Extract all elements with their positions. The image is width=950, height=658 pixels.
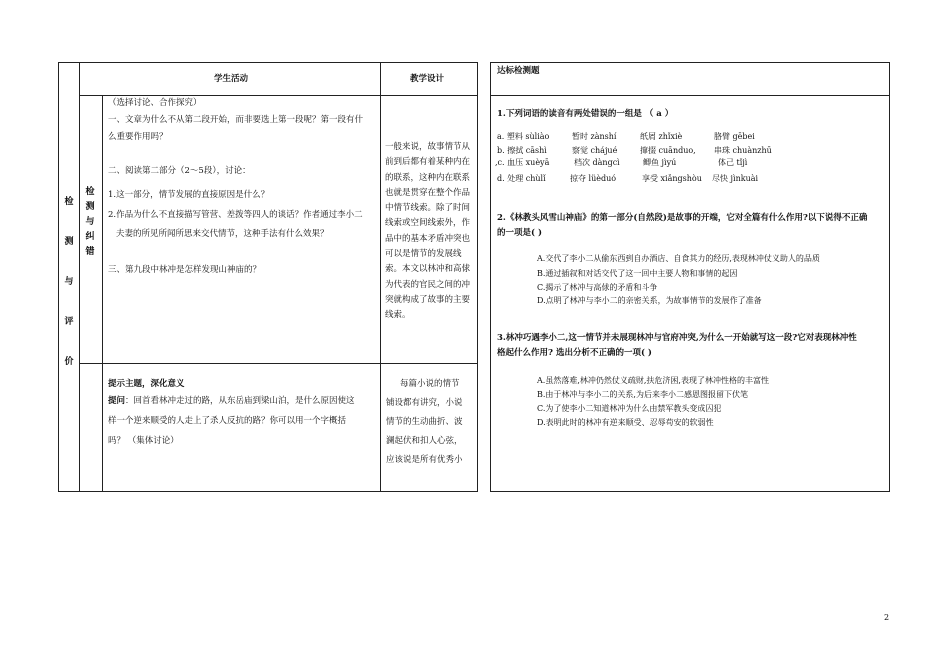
block2-line-1 [108,394,355,408]
question-3-line-2: 格起什么作用? 选出分析不正确的一项( ) [497,348,652,358]
sub-label-char-4: 纠 [85,232,95,242]
header-teaching-design: 教学设计 [410,74,445,84]
q1-option-b-word3: 撺掇 cuānduo, [640,146,696,155]
left-table-left-border [58,62,59,492]
sub-label-char-2: 测 [85,202,95,212]
design2-line: 每篇小说的情节 [400,379,460,389]
q1-option-c-word1: ,c. 血压 xuèyā [495,158,550,167]
q1-option-b-word1: b. 擦拭 cāshì [497,146,547,155]
activity-line: （选择讨论、合作探究） [108,98,202,108]
q3-option: A.虽然落难,林冲仍然仗义疏财,扶危济困,表现了林冲性格的丰富性 [537,376,769,385]
q1-option-a-word4: 胳臂 gēbei [714,132,755,141]
right-table-right-border [889,62,890,492]
side-label-char-4: 评 [64,317,74,327]
question-1: 1.下列词语的读音有两处错误的一组是 （ a ） [497,109,674,119]
design-paragraph-1: 一般来说，故事情节从前到后都有着某种内在的联系，这种内在联系也就是贯穿在整个作品中情节线索。除了时间线索或空间线索外，作品中的基本矛盾冲突也可以是情节的发展线索。本文以林冲和高俅为代表的官民之间的冲突就构成了故事的主要线索。 [385,142,471,321]
activity-line: 么重要作用吗？ [108,132,168,142]
q3-option: B.由于林冲与李小二的关系,为后来李小二感恩图报留下伏笔 [537,390,748,399]
side-label-char-3: 与 [64,277,74,287]
activity-line: 三、第九段中林冲是怎样发现山神庙的？ [108,265,262,275]
q1-option-d-word1: d. 处理 chùlǐ [497,174,546,183]
q1-option-a-word3: 纸屑 zhǐxiè [640,132,683,141]
q1-option-a-word1: a. 塑料 sùliào [497,132,550,141]
right-table-bottom-border [490,491,890,492]
design2-line: 应该说是所有优秀小 [386,455,463,465]
q1-option-d-word4: 尽快 jìnkuài [712,174,759,183]
q2-option: C.揭示了林冲与高俅的矛盾和斗争 [537,283,658,292]
col-sep-sub [102,95,103,491]
sub-label-char-1: 检 [85,187,95,197]
activity-line: 二、阅读第二部分（2～5段），讨论： [108,166,251,176]
side-label-char-2: 测 [64,237,74,247]
q1-option-c-word2: 档次 dàngcì [574,158,620,167]
activity-line: 1.这一部分，情节发展的直接原因是什么？ [108,190,270,200]
block2-line-2: 样一个逆来顺受的人走上了杀人反抗的路？你可以用一个字概括 [108,416,347,426]
col-sep-design [380,62,381,492]
q3-option: C.为了使李小二知道林冲为什么由禁军教头变成囚犯 [537,404,722,413]
q2-option: B.通过插叙和对话交代了这一回中主要人物和事情的起因 [537,269,738,278]
header-student-activity: 学生活动 [214,74,249,84]
block-row-sep [80,363,478,364]
activity-line: 2.作品为什么不直接描写管营、差拨等四人的谈话？作者通过李小二 [108,210,363,220]
activity-line: 一、文章为什么不从第二段开始，而非要选上第一段呢？第一段有什 [108,115,364,125]
right-table-top-border [490,62,890,63]
q2-option: A.交代了李小二从偷东西到自办酒店、自食其力的经历,表现林冲仗义助人的品质 [537,254,820,263]
question-2-line-1: 2.《林教头风雪山神庙》的第一部分(自然段)是故事的开端，它对全篇有什么作用?以下说得不正确 [497,213,868,223]
block2-line-text: ：回首看林冲走过的路，从东岳庙到梁山泊，是什么原因使这 [125,396,355,406]
col-sep-side [79,62,80,492]
q1-option-d-word3: 享受 xiǎngshòu [642,174,702,183]
block2-lead: 提问 [108,396,126,406]
q1-option-b-word2: 察觉 chájué [572,146,618,155]
block2-title: 提示主题，深化意义 [108,379,185,389]
q1-option-c-word3: 鲫鱼 jìyú [643,158,677,167]
sub-label-char-5: 错 [85,247,95,257]
question-3-line-1: 3.林冲巧遇李小二,这一情节并未展现林冲与官府冲突,为什么一开始就写这一段?它对表现林冲性 [497,333,857,343]
right-table-header-sep [490,95,890,96]
q1-option-d-word2: 掠夺 lüèduó [570,174,617,183]
q1-option-b-word4: 串珠 chuànzhū [714,146,772,155]
design2-line: 澜起伏和扣人心弦， [386,436,463,446]
test-title: 达标检测题 [497,66,540,76]
q1-option-a-word2: 暂时 zànshí [572,132,617,141]
side-label-char-1: 检 [64,197,74,207]
sub-label-char-3: 与 [85,217,95,227]
left-table-right-border [477,62,478,492]
left-table-top-border [58,62,478,63]
question-2-line-2: 的一项是( ) [497,228,543,238]
q1-option-c-word4: 体己 tǐjì [718,158,748,167]
block2-line-3: 吗？ （集体讨论） [108,436,179,446]
activity-line: 夫妻的所见所闻所思来交代情节，这种手法有什么效果？ [116,229,329,239]
q3-option: D.表明此时的林冲有逆来顺受、忍辱苟安的软弱性 [537,418,714,427]
q2-option: D.点明了林冲与李小二的亲密关系，为故事情节的发展作了准备 [537,296,762,305]
page-number: 2 [884,613,890,622]
design2-line: 情节的生动曲折、波 [386,417,463,427]
design2-line: 铺设都有讲究，小说 [386,398,463,408]
left-table-bottom-border [58,491,478,492]
right-table-left-border [490,62,491,492]
side-label-char-5: 价 [64,357,74,367]
